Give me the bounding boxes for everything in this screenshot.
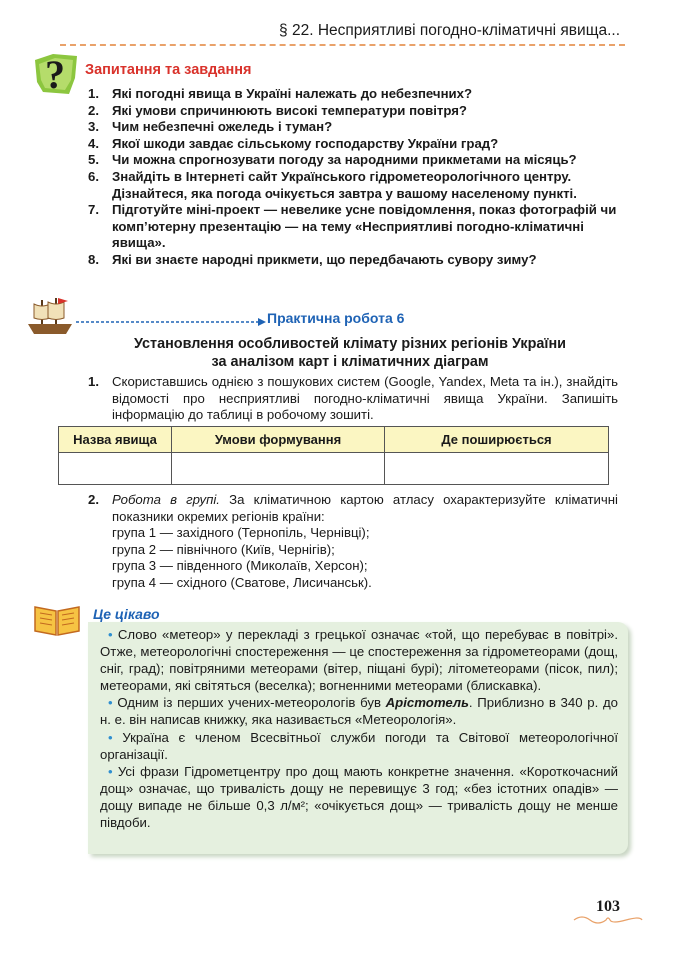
group-2: група 2 — північного (Київ, Чернігів); xyxy=(112,541,335,557)
list-item: 6. Знайдіть в Інтернеті сайт Українського гідрометеорологічного центру. Дізнайтеся, яка погода очікується завтра у вашому населеному пункті. xyxy=(88,168,577,201)
task-2: 2. Робота в групі. За кліматичною картою атласу охарактеризуйте кліматичні показники окремих регіонів країни: група 1 — західного (Тернопіль, Чернівці); група 2 — північного (Київ, Чернігів); група 3 — південного (Миколаїв, Херсон); група 4 — східного (Сватове, Лисичанськ). xyxy=(88,492,618,590)
interesting-text xyxy=(100,626,618,831)
group-1: група 1 — західного (Тернопіль, Чернівці); xyxy=(112,525,370,541)
table-header-name: Назва явища xyxy=(59,427,172,453)
ornament-icon xyxy=(572,914,644,926)
dashed-arrow-icon xyxy=(76,318,266,326)
interesting-title: Це цікаво xyxy=(93,606,160,622)
table-header-distribution: Де поширюється xyxy=(385,427,609,453)
list-item: 5. Чи можна спрогнозувати погоду за народними прикметами на місяць? xyxy=(88,152,577,168)
questions-list xyxy=(88,86,618,269)
list-item: 4. Якої шкоди завдає сільському господарству України град? xyxy=(88,135,499,151)
page-header-title: § 22. Несприятливі погодно-кліматичні явища... xyxy=(279,22,620,39)
practical-work-title: Установлення особливостей клімату різних регіонів України за аналізом карт і кліматичних діаграм xyxy=(133,336,566,370)
table-row xyxy=(59,453,609,485)
page-number: 103 xyxy=(596,898,620,915)
list-item: 3. Чим небезпечні ожеледь і туман? xyxy=(88,119,333,135)
group-3: група 3 — південного (Миколаїв, Херсон); xyxy=(112,558,368,574)
fact-4: • Усі фрази Гідрометцентру про дощ мають конкретне значення. «Короткочасний дощ» означає, що тривалість дощу не перевищує 3 год; «без істотних опадів» — дощу випаде не більше 0,3 л/м²; «очікується дощ» — тривалість дощу не менше півдоби. xyxy=(100,763,618,831)
question-mark-icon xyxy=(33,52,79,96)
fact-1: • Слово «метеор» у перекладі з грецької означає «той, що перебуває в повітрі». Отже, метеорологічні спостереження — це спостереження за гідрометеорами (дощ, сніг, град); повітряними метеорами (вітер, піщані бурі); літометеорами (пісок, пил); метеорами, які світяться (веселка); вогненними метеорами (блискавка). xyxy=(100,627,618,694)
table-header-conditions: Умови формування xyxy=(172,427,385,453)
svg-text:?: ? xyxy=(45,52,65,96)
header-divider xyxy=(60,44,625,46)
practical-work-label: Практична робота 6 xyxy=(267,310,405,326)
phenomena-table xyxy=(58,426,609,485)
list-item: 2. Які умови спричинюють високі температури повітря? xyxy=(88,102,467,118)
task-1: 1. Скориставшись однією з пошукових систем (Google, Yandex, Meta та ін.), знайдіть відомості про несприятливі погодно-кліматичні явища України. Запишіть інформацію до таблиці в робочому зошиті. xyxy=(88,374,618,423)
ship-icon xyxy=(24,296,76,336)
group-4: група 4 — східного (Сватове, Лисичанськ). xyxy=(112,574,372,590)
open-book-icon xyxy=(32,601,82,637)
fact-2: • Одним із перших учених-метеорологів був Арістотель. Приблизно в 340 р. до н. е. він написав книжку, яка називається «Метеорологія». xyxy=(100,695,618,728)
questions-title: Запитання та завдання xyxy=(85,62,252,78)
list-item: 8. Які ви знаєте народні прикмети, що передбачають сувору зиму? xyxy=(88,251,537,267)
fact-3: • Україна є членом Всесвітньої служби погоди та Світової метеорологічної організації. xyxy=(100,729,618,762)
list-item: 7. Підготуйте міні-проект — невелике усне повідомлення, показ фотографій чи комп’ютерну презентацію — на тему «Несприятливі погодно-кліматичні явища». xyxy=(88,202,617,251)
list-item: 1. Які погодні явища в Україні належать до небезпечних? xyxy=(88,86,473,101)
